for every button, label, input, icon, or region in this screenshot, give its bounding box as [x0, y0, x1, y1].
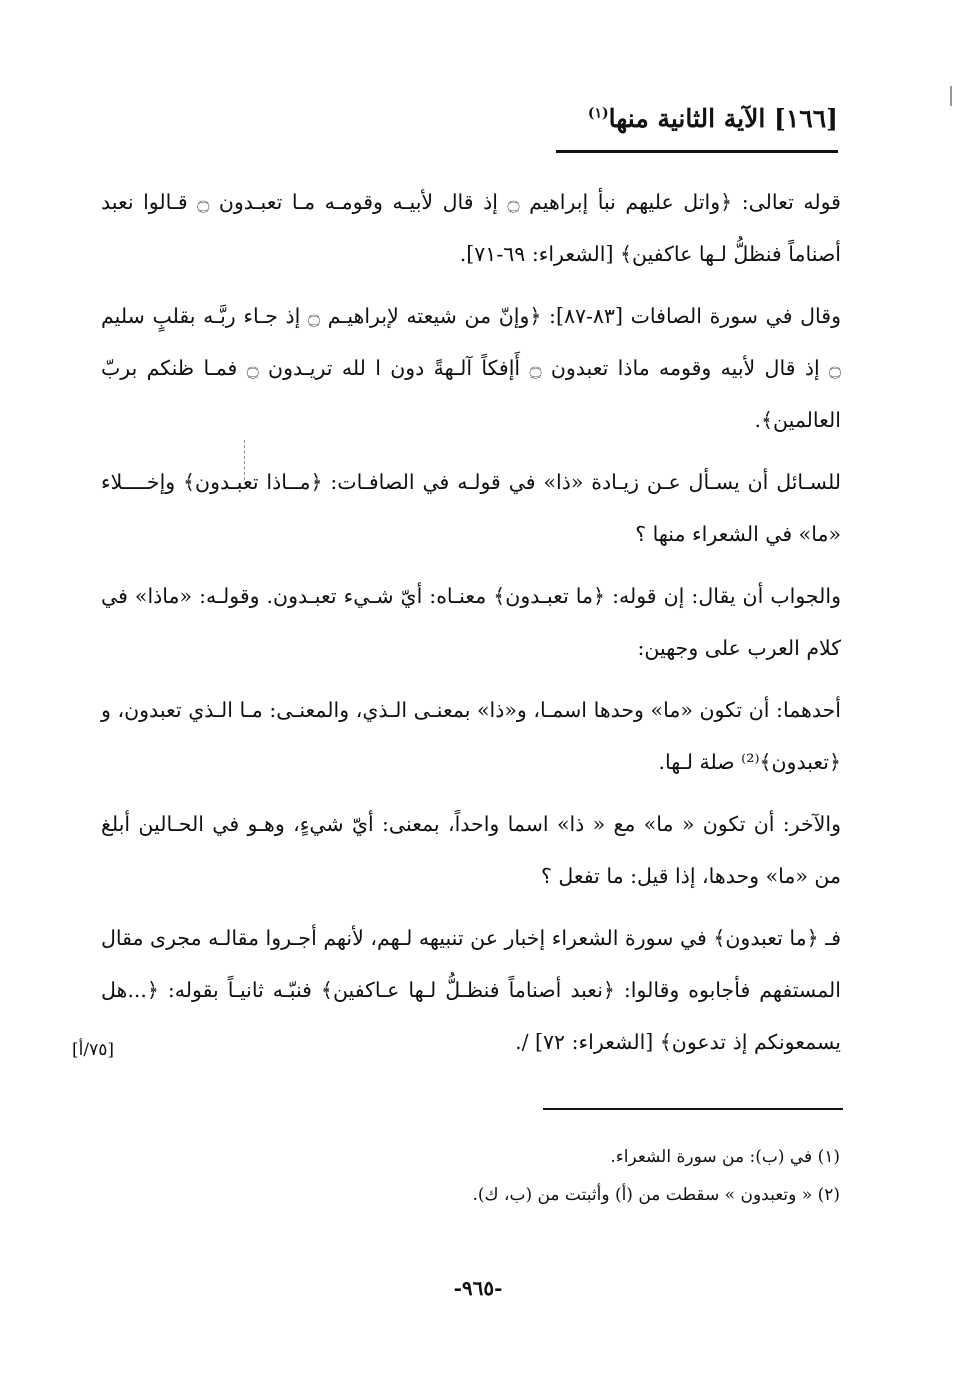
footnotes: [100, 1138, 840, 1214]
footnote-1: (١) في (ب): من سورة الشعراء.: [610, 1147, 840, 1167]
heading-footnote-ref: (١): [587, 105, 609, 122]
paragraph-conclusion: فـ ﴿ما تعبدون﴾ في سورة الشعراء إخبار عن تنبيهه لـهم، لأنهم أجـروا مقالـه مجرى مقال المستفهم فأجابوه وقالوا: ﴿نعبد أصناماً فنظـلُّ لـها عـاكفين﴾ فنبّـه ثانيـاً بقوله: ﴿...هل يسمعونكم إذ تدعون﴾ [الشعراء: ٧٢] /.: [101, 926, 841, 1054]
paragraph-second-aspect: والآخر: أن تكون « ما» مع « ذا» اسما واحداً، بمعنى: أيّ شيءٍ، وهـو في الحـالين أبلغ من «ما» وحدها، إذا قيل: ما تفعل ؟: [101, 812, 841, 888]
margin-mark: [244, 440, 245, 480]
paragraph-question: للسـائل أن يسـأل عـن زيـادة «ذا» في قولـه في الصافـات: ﴿مــاذا تعبـدون﴾ وإخــــلاء «ما» في الشعراء منها ؟: [101, 470, 841, 546]
footnote-2: (٢) « وتعبدون » سقطت من (أ) وأثبتت من (ب، ك).: [472, 1185, 840, 1205]
footnote-separator: [543, 1108, 843, 1110]
paragraph-answer: والجواب أن يقال: إن قوله: ﴿ما تعبـدون﴾ معنـاه: أيّ شـيء تعبـدون. وقولـه: «ماذا» في كلام العرب على وجهين:: [101, 584, 841, 660]
paragraph-verse-saffat: وقال في سورة الصافات [٨٣-٨٧]: ﴿وإنّ من شيعته لإبراهيـم ۝ إذ جـاء ربَّـه بقلبٍ سليم ۝ إذ قال لأبيه وقومه ماذا تعبدون ۝ أَإفكاً آلـهةً دون ا لله تريـدون ۝ فمـا ظنكم بربّ العالمين﴾.: [101, 304, 842, 432]
paragraph-first-aspect: أحدهما: أن تكون «ما» وحدها اسمـا، و«ذا» بمعنـى الـذي، والمعنـى: مـا الـذي تعبدون، و ﴿تعبدون﴾⁽²⁾ صلة لـها.: [101, 698, 841, 774]
scan-edge-mark: [950, 86, 952, 106]
page-number: -٩٦٥-: [453, 1276, 503, 1300]
paragraph-verse-shuara: قوله تعالى: ﴿واتل عليهم نبأ إبراهيم ۝ إذ قال لأبيـه وقومـه مـا تعبـدون ۝ قـالوا نعبد أصناماً فنظلُّ لـها عاكفين﴾ [الشعراء: ٦٩-٧١].: [101, 190, 841, 266]
section-heading-text: [١٦٦] الآية الثانية منها: [608, 104, 838, 133]
section-heading: [588, 104, 838, 133]
heading-underline: [556, 150, 838, 153]
manuscript-folio-note: [٧٥/أ]: [72, 1040, 114, 1060]
main-text: [101, 176, 841, 1078]
